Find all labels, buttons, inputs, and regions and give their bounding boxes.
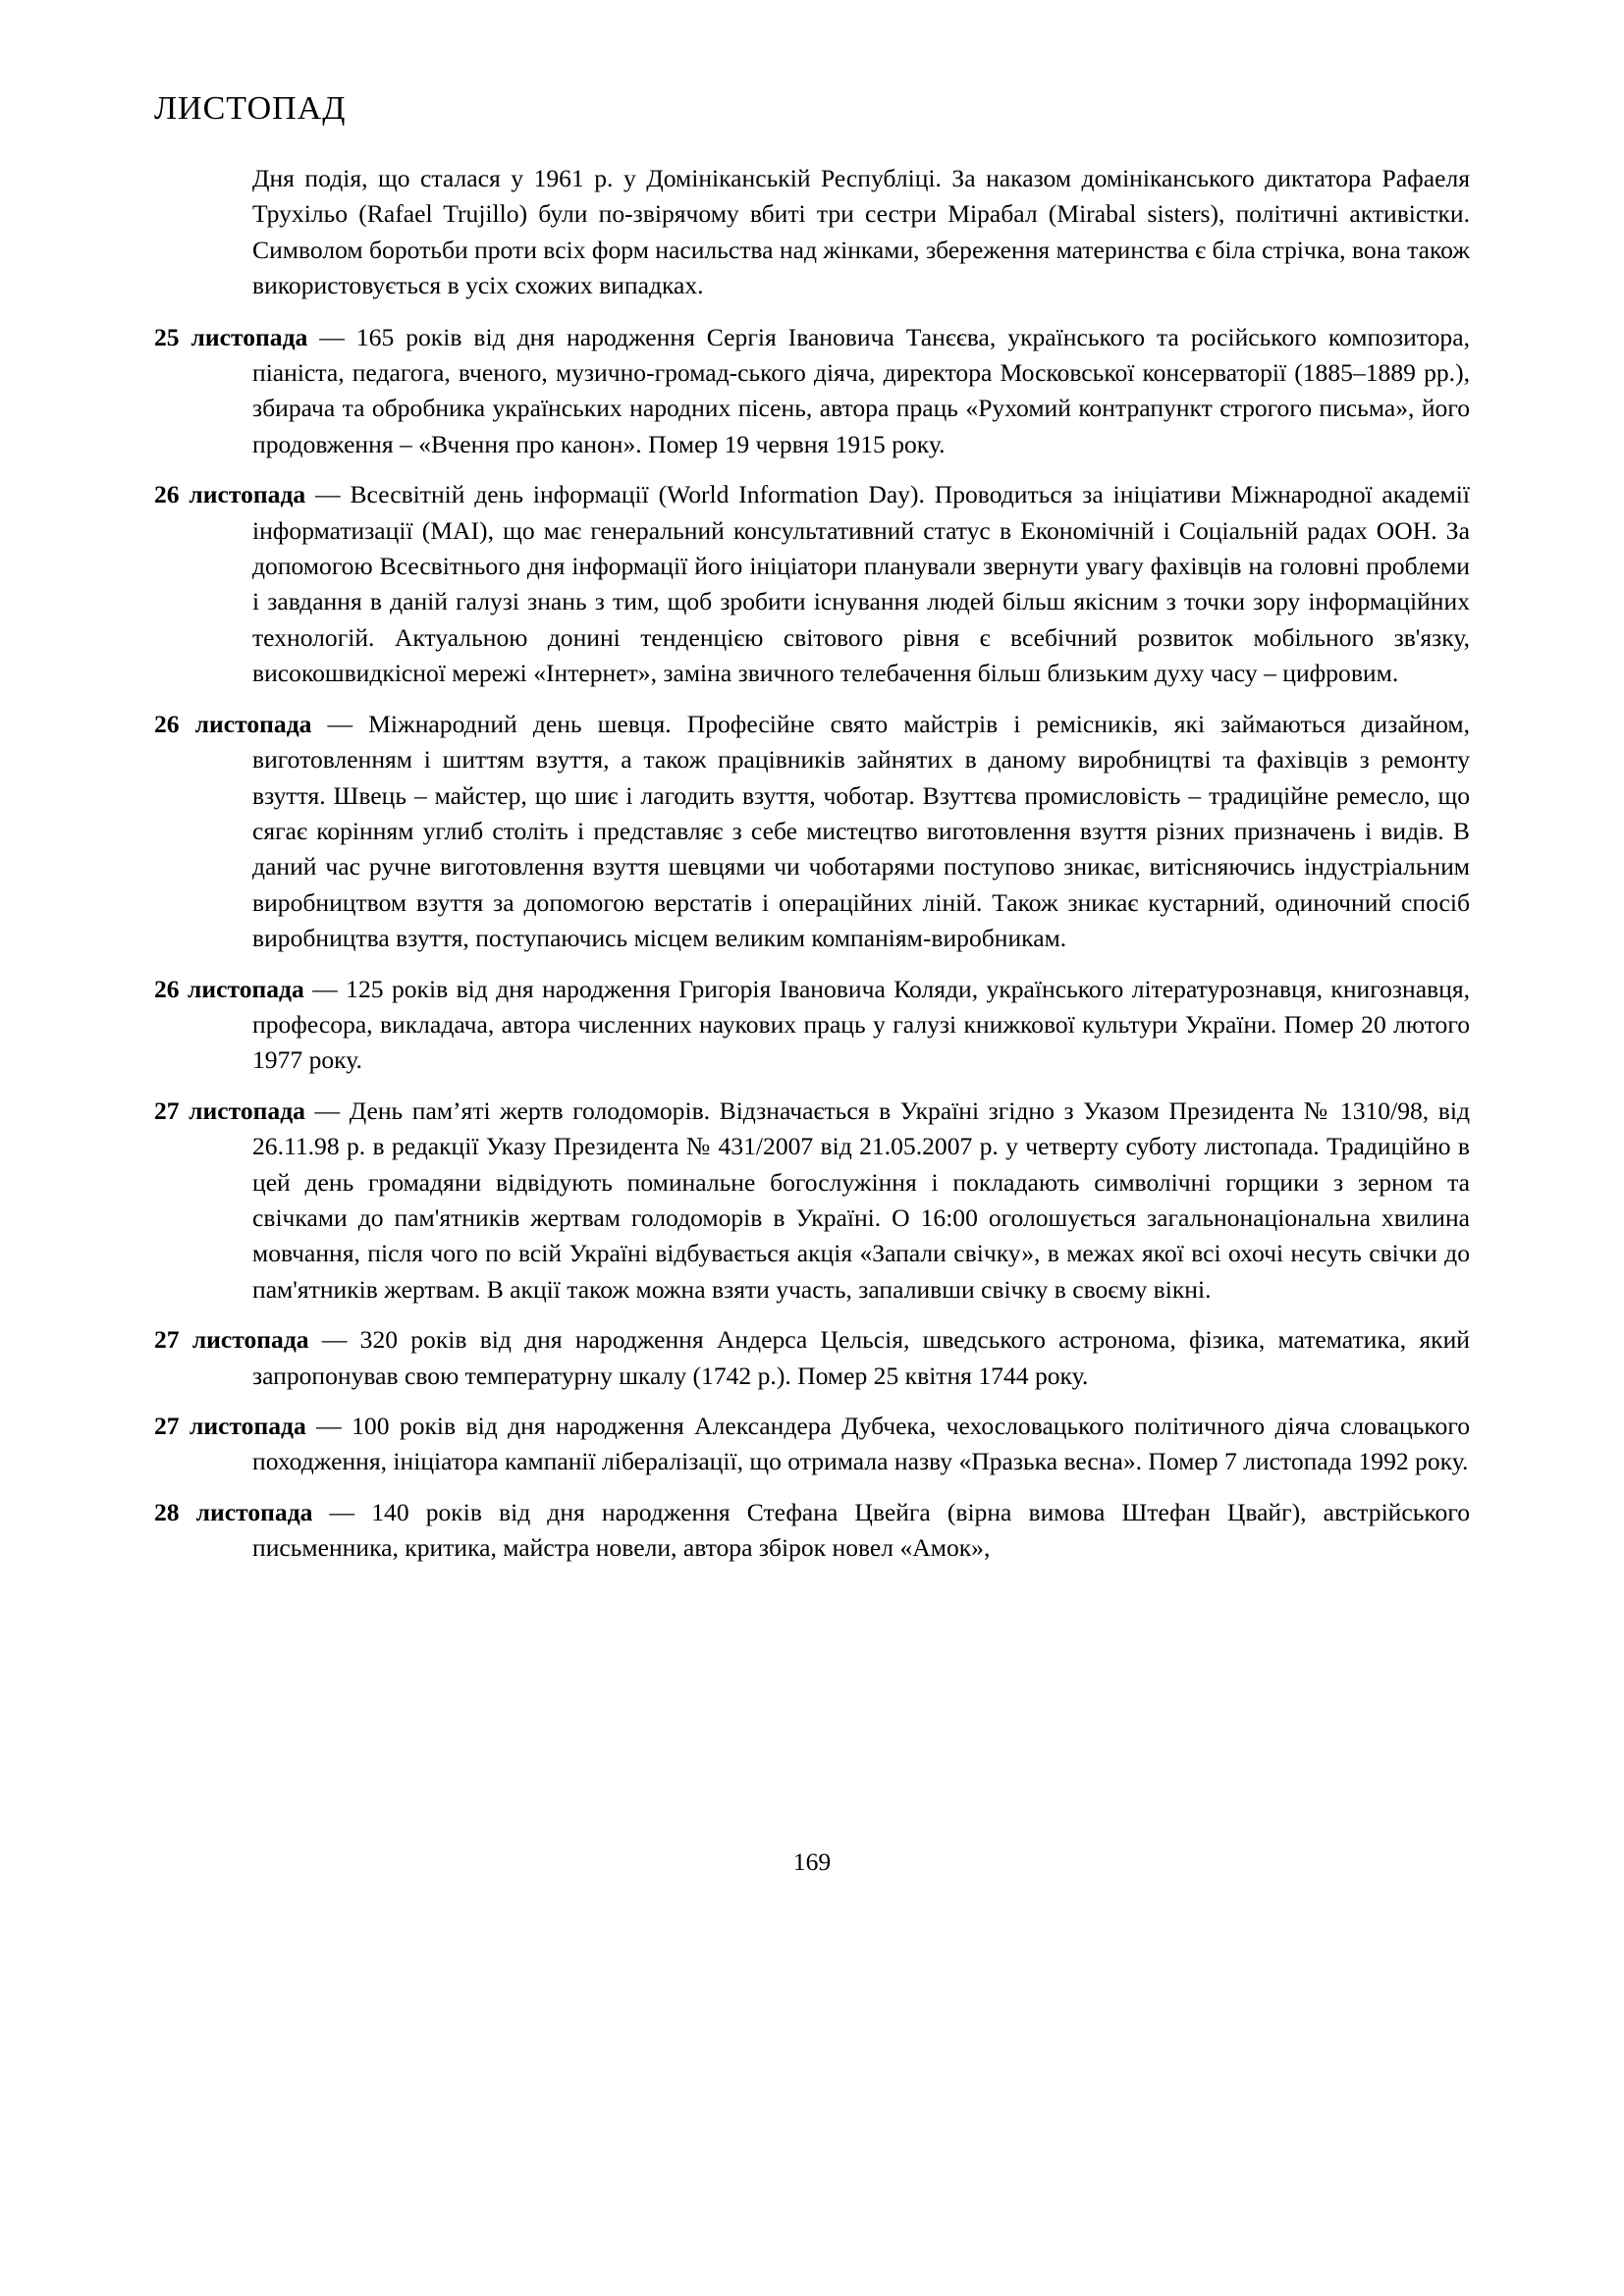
entry-date: 25 листопада bbox=[154, 322, 308, 351]
entry-date: 26 листопада bbox=[154, 480, 306, 509]
page-header: ЛИСТОПАД bbox=[154, 90, 347, 127]
entry-text: — 165 років від дня народження Сергія Івановича Танєєва, українського та російського композитора, піаніста, педагога, вченого, музично-громад-ського діяча, директора Московської консерваторії (1885–1889 рр.), збирача та обробника українських народних пісень, автора праць «Рухомий контрапункт строгого письма», його продовження – «Вчення про канон». Помер 19 червня 1915 року. bbox=[252, 322, 1470, 458]
calendar-entry bbox=[154, 972, 1470, 1079]
entry-text: — 125 років від дня народження Григорія Івановича Коляди, українського літературознавця, книгознавця, професора, викладача, автора численних наукових праць у галузі книжкової культури України. Помер 20 лютого 1977 року. bbox=[252, 974, 1471, 1075]
document-page bbox=[154, 86, 1470, 1581]
calendar-entry bbox=[154, 1322, 1470, 1394]
entry-date: 26 листопада bbox=[154, 709, 312, 738]
calendar-entry bbox=[154, 707, 1470, 957]
calendar-entry bbox=[154, 320, 1470, 463]
entry-text: — Всесвітній день інформації (World Information Day). Проводиться за ініціативи Міжнародної академії інформатизації (МАІ), що має генеральний консультативний статус в Економічній і Соціальній радах ООН. За допомогою Всесвітнього дня інформації його ініціатори планували звернути увагу фахівців на головні проблеми і завдання в даній галузі знань з тим, щоб зробити існування людей більш якісним з точки зору інформаційних технологій. Актуальною донині тенденцією світового рівня є всебічний розвиток мобільного зв'язку, високошвидкісної мережі «Інтернет», заміна звичного телебачення більш близьким духу часу – цифровим. bbox=[252, 480, 1470, 688]
calendar-entry bbox=[154, 1094, 1470, 1308]
calendar-entry bbox=[154, 1409, 1470, 1480]
entry-text: — 100 років від дня народження Александера Дубчека, чехословацького політичного діяча словацького походження, ініціатора кампанії лібералізації, що отримала назву «Празька весна». Помер 7 листопада 1992 року. bbox=[252, 1412, 1470, 1476]
calendar-entry bbox=[154, 1495, 1470, 1567]
entry-text: — Міжнародний день шевця. Професійне свято майстрів і ремісників, які займаються дизайном, виготовленням і шиттям взуття, а також працівників зайнятих в даному виробництві та фахівців з ремонту взуття. Швець – майстер, що шиє і лагодить взуття, чоботар. Взуттєва промисловість – традиційне ремесло, що сягає корінням углиб століть і представляє з себе мистецтво виготовлення взуття різних призначень і видів. В даний час ручне виготовлення взуття шевцями чи чоботарями поступово зникає, витісняючись індустріальним виробництвом взуття за допомогою верстатів і операційних ліній. Також зникає кустарний, одиночний спосіб виробництва взуття, поступаючись місцем великим компаніям-виробникам. bbox=[252, 709, 1470, 953]
entry-text: — 140 років від дня народження Стефана Цвейга (вірна вимова Штефан Цвайг), австрійського письменника, критика, майстра новели, автора збірок новел «Амок», bbox=[252, 1497, 1471, 1563]
entry-text: — 320 років від дня народження Андерса Цельсія, шведського астронома, фізика, математика, який запропонував свою температурну шкалу (1742 р.). Помер 25 квітня 1744 року. bbox=[252, 1325, 1470, 1390]
entry-date: 27 листопада bbox=[154, 1325, 309, 1355]
entry-date: 27 листопада bbox=[154, 1412, 306, 1440]
entry-text: — День пам’яті жертв голодоморів. Відзначається в Україні згідно з Указом Президента № 1310/98, від 26.11.98 р. в редакції Указу Президента № 431/2007 від 21.05.2007 р. у четверту суботу листопада. Традиційно в цей день громадяни відвідують поминальне богослужіння і покладають символічні горщики з зерном та свічками до пам'ятників жертвам голодоморів в Україні. О 16:00 оголошується загальнонаціональна хвилина мовчання, після чого по всій Україні відбувається акція «Запали свічку», в межах якої всі охочі несуть свічки до пам'ятників жертвам. В акції також можна взяти участь, запаливши свічку в своєму вікні. bbox=[252, 1095, 1470, 1304]
entry-date: 28 листопада bbox=[154, 1497, 313, 1526]
entry-date: 26 листопада bbox=[154, 974, 304, 1003]
entry-date: 27 листопада bbox=[154, 1095, 305, 1125]
entry-continuation: Дня подія, що сталася у 1961 р. у Домініканській Республіці. За наказом домініканського диктатора Рафаеля Трухільо (Rafael Trujillo) були по-звірячому вбиті три сестри Мірабал (Mirabal sisters), політичні активістки. Символом боротьби проти всіх форм насильства над жінками, збереження материнства є біла стрічка, вона також використовується в усіх схожих випадках. bbox=[252, 164, 1470, 300]
page-number: 169 bbox=[792, 1847, 832, 1876]
calendar-entry bbox=[154, 477, 1470, 691]
